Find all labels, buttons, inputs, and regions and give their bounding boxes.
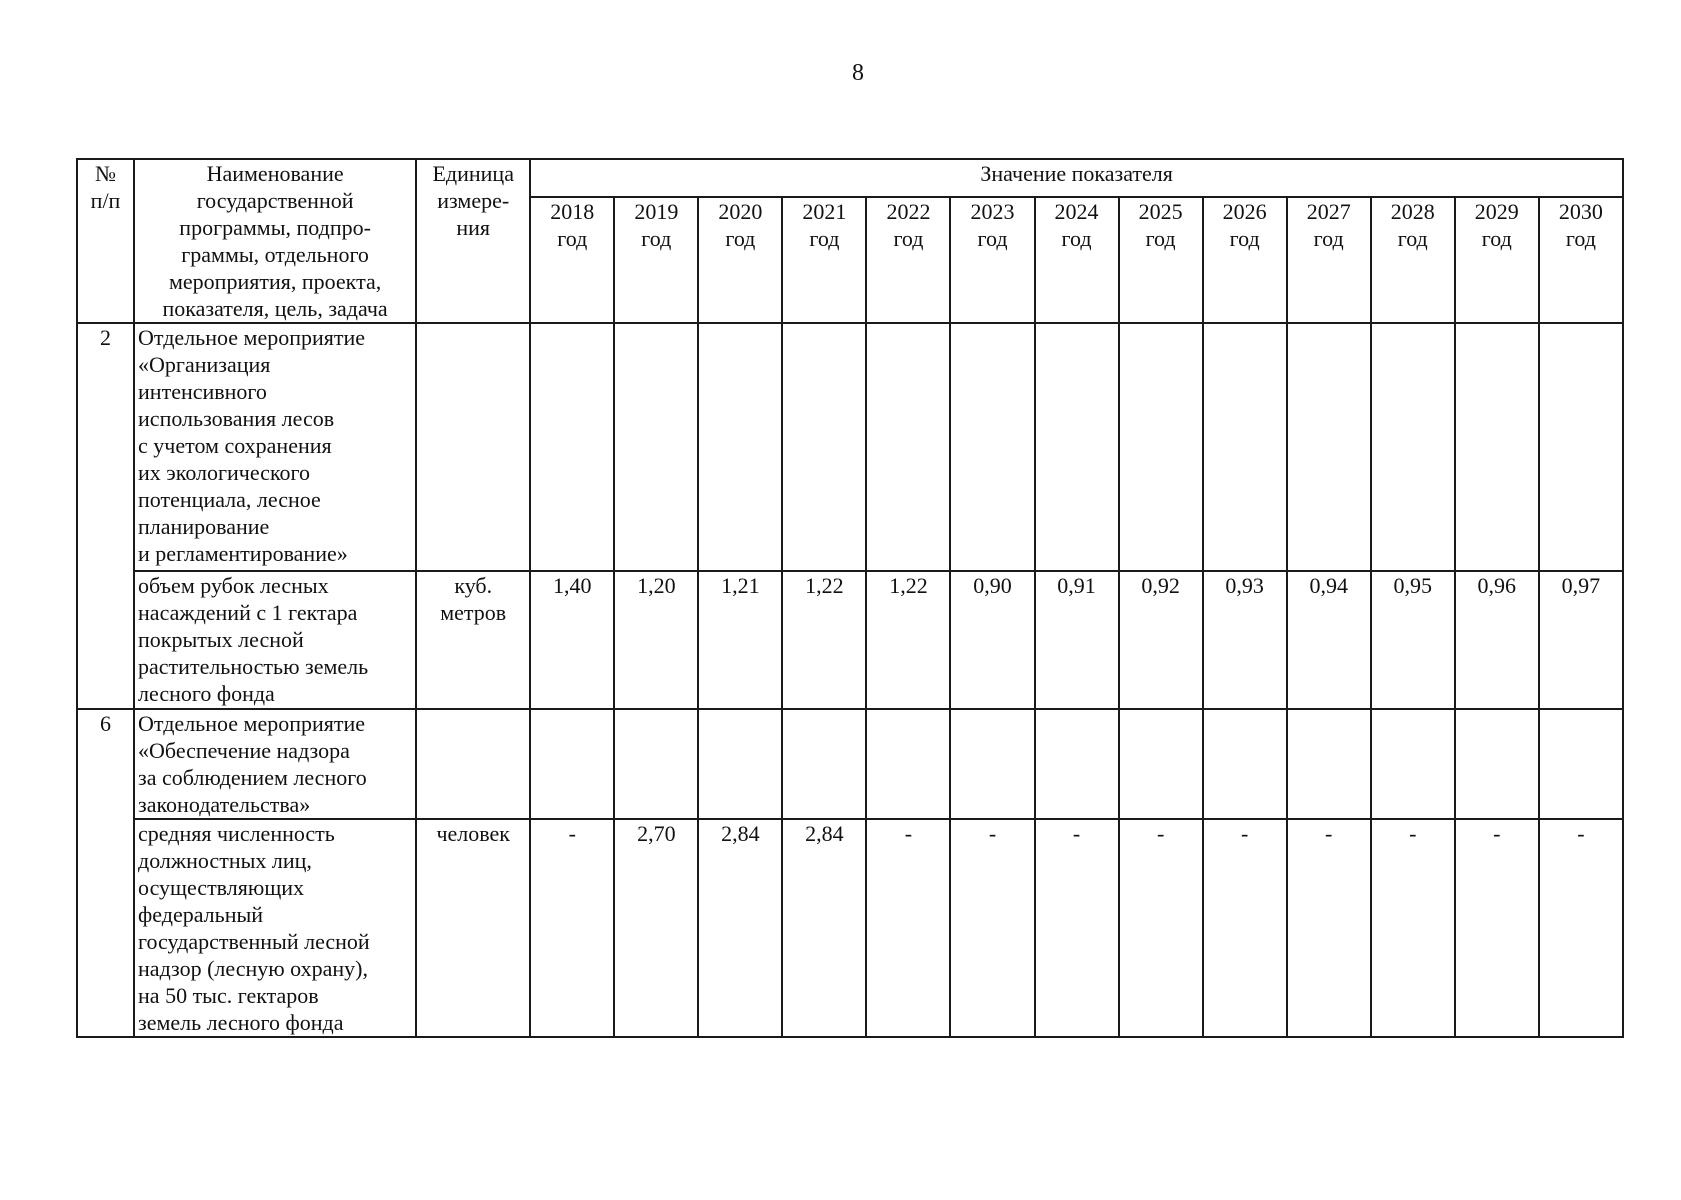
header-year-suffix: год [1481, 226, 1512, 251]
table-row [77, 819, 1623, 1037]
header-year-value: 2021 [802, 199, 847, 224]
header-year-value: 2024 [1054, 199, 1099, 224]
value-cell-2021 [782, 709, 866, 819]
value-cell-2027 [1287, 323, 1371, 571]
value-cell-2029: 0,96 [1455, 571, 1539, 709]
value-cell-2025 [1119, 323, 1203, 571]
page-number: 8 [852, 60, 864, 86]
table-row [77, 709, 1623, 819]
header-year-suffix: год [809, 226, 840, 251]
header-year-value: 2027 [1306, 199, 1351, 224]
value-cell-2021 [782, 323, 866, 571]
program-name: Отдельное мероприятие «Обеспечение надзора за соблюдением лесного законодательства» [134, 709, 416, 819]
value-cell-2019: 2,70 [614, 819, 698, 1037]
header-year-2022 [866, 197, 950, 323]
header-year-2019 [614, 197, 698, 323]
value-cell-2022 [866, 323, 950, 571]
table-row [77, 571, 1623, 709]
header-year-suffix: год [1229, 226, 1260, 251]
header-year-suffix: год [893, 226, 924, 251]
header-year-2029 [1455, 197, 1539, 323]
value-cell-2021: 2,84 [782, 819, 866, 1037]
value-cell-2022 [866, 709, 950, 819]
header-year-suffix: год [1565, 226, 1596, 251]
value-cell-2028: - [1371, 819, 1455, 1037]
header-year-2020 [698, 197, 782, 323]
header-year-value: 2026 [1222, 199, 1267, 224]
program-name: Отдельное мероприятие «Организация интенсивного использования лесов с учетом сохранения их экологического потенциала, лесное планирование и регламентирование» [134, 323, 416, 571]
header-year-suffix: год [557, 226, 588, 251]
value-cell-2030 [1539, 323, 1623, 571]
value-cell-2030: - [1539, 819, 1623, 1037]
header-year-suffix: год [725, 226, 756, 251]
value-cell-2018: 1,40 [530, 571, 614, 709]
value-cell-2019 [614, 323, 698, 571]
header-year-value: 2025 [1138, 199, 1183, 224]
header-year-2024 [1035, 197, 1119, 323]
value-cell-2030 [1539, 709, 1623, 819]
value-cell-2023 [950, 323, 1034, 571]
value-cell-2020 [698, 323, 782, 571]
value-cell-2026: - [1203, 819, 1287, 1037]
indicator-name: средняя численность должностных лиц, осуществляющих федеральный государственный лесной надзор (лесную охрану), на 50 тыс. гектаров земель лесного фонда [134, 819, 416, 1037]
value-cell-2019: 1,20 [614, 571, 698, 709]
header-value-group: Значение показателя [530, 159, 1623, 197]
value-cell-2029 [1455, 709, 1539, 819]
header-year-2023 [950, 197, 1034, 323]
header-year-2018 [530, 197, 614, 323]
indicators-table [76, 158, 1624, 1038]
value-cell-2020: 1,21 [698, 571, 782, 709]
header-unit: Единица измере- ния [416, 159, 530, 323]
value-cell-2027: 0,94 [1287, 571, 1371, 709]
value-cell-2024: 0,91 [1035, 571, 1119, 709]
header-year-value: 2029 [1474, 199, 1519, 224]
value-cell-2029 [1455, 323, 1539, 571]
header-year-suffix: год [977, 226, 1008, 251]
value-cell-2024 [1035, 323, 1119, 571]
value-cell-2025 [1119, 709, 1203, 819]
header-year-suffix: год [1397, 226, 1428, 251]
row-number: 6 [77, 709, 134, 1037]
header-year-value: 2022 [886, 199, 931, 224]
value-cell-2025: - [1119, 819, 1203, 1037]
value-cell-2023: 0,90 [950, 571, 1034, 709]
unit-cell [416, 709, 530, 819]
value-cell-2024 [1035, 709, 1119, 819]
value-cell-2022: - [866, 819, 950, 1037]
header-year-value: 2020 [718, 199, 763, 224]
value-cell-2023 [950, 709, 1034, 819]
header-year-value: 2023 [970, 199, 1015, 224]
value-cell-2027 [1287, 709, 1371, 819]
unit-cell: куб. метров [416, 571, 530, 709]
value-cell-2022: 1,22 [866, 571, 950, 709]
value-cell-2028: 0,95 [1371, 571, 1455, 709]
header-year-value: 2018 [550, 199, 595, 224]
value-cell-2018 [530, 323, 614, 571]
header-year-value: 2028 [1390, 199, 1435, 224]
header-num: № п/п [77, 159, 134, 323]
unit-cell: человек [416, 819, 530, 1037]
value-cell-2018: - [530, 819, 614, 1037]
value-cell-2019 [614, 709, 698, 819]
value-cell-2025: 0,92 [1119, 571, 1203, 709]
indicator-name: объем рубок лесных насаждений с 1 гектара покрытых лесной растительностью земель лесного фонда [134, 571, 416, 709]
header-year-suffix: год [1145, 226, 1176, 251]
header-row-top [77, 159, 1623, 197]
value-cell-2026: 0,93 [1203, 571, 1287, 709]
header-year-value: 2030 [1558, 199, 1603, 224]
value-cell-2028 [1371, 323, 1455, 571]
value-cell-2024: - [1035, 819, 1119, 1037]
header-year-2021 [782, 197, 866, 323]
header-year-2026 [1203, 197, 1287, 323]
value-cell-2020: 2,84 [698, 819, 782, 1037]
value-cell-2026 [1203, 323, 1287, 571]
unit-cell [416, 323, 530, 571]
table-row [77, 323, 1623, 571]
value-cell-2027: - [1287, 819, 1371, 1037]
value-cell-2018 [530, 709, 614, 819]
value-cell-2023: - [950, 819, 1034, 1037]
header-year-suffix: год [1313, 226, 1344, 251]
header-year-2030 [1539, 197, 1623, 323]
value-cell-2021: 1,22 [782, 571, 866, 709]
row-number: 2 [77, 323, 134, 709]
value-cell-2028 [1371, 709, 1455, 819]
header-name: Наименование государственной программы, подпро- граммы, отдельного мероприятия, проекта, показателя, цель, задача [134, 159, 416, 323]
value-cell-2020 [698, 709, 782, 819]
value-cell-2026 [1203, 709, 1287, 819]
header-year-2028 [1371, 197, 1455, 323]
header-year-2027 [1287, 197, 1371, 323]
header-year-value: 2019 [634, 199, 679, 224]
value-cell-2030: 0,97 [1539, 571, 1623, 709]
value-cell-2029: - [1455, 819, 1539, 1037]
header-year-suffix: год [1061, 226, 1092, 251]
header-year-2025 [1119, 197, 1203, 323]
header-year-suffix: год [641, 226, 672, 251]
